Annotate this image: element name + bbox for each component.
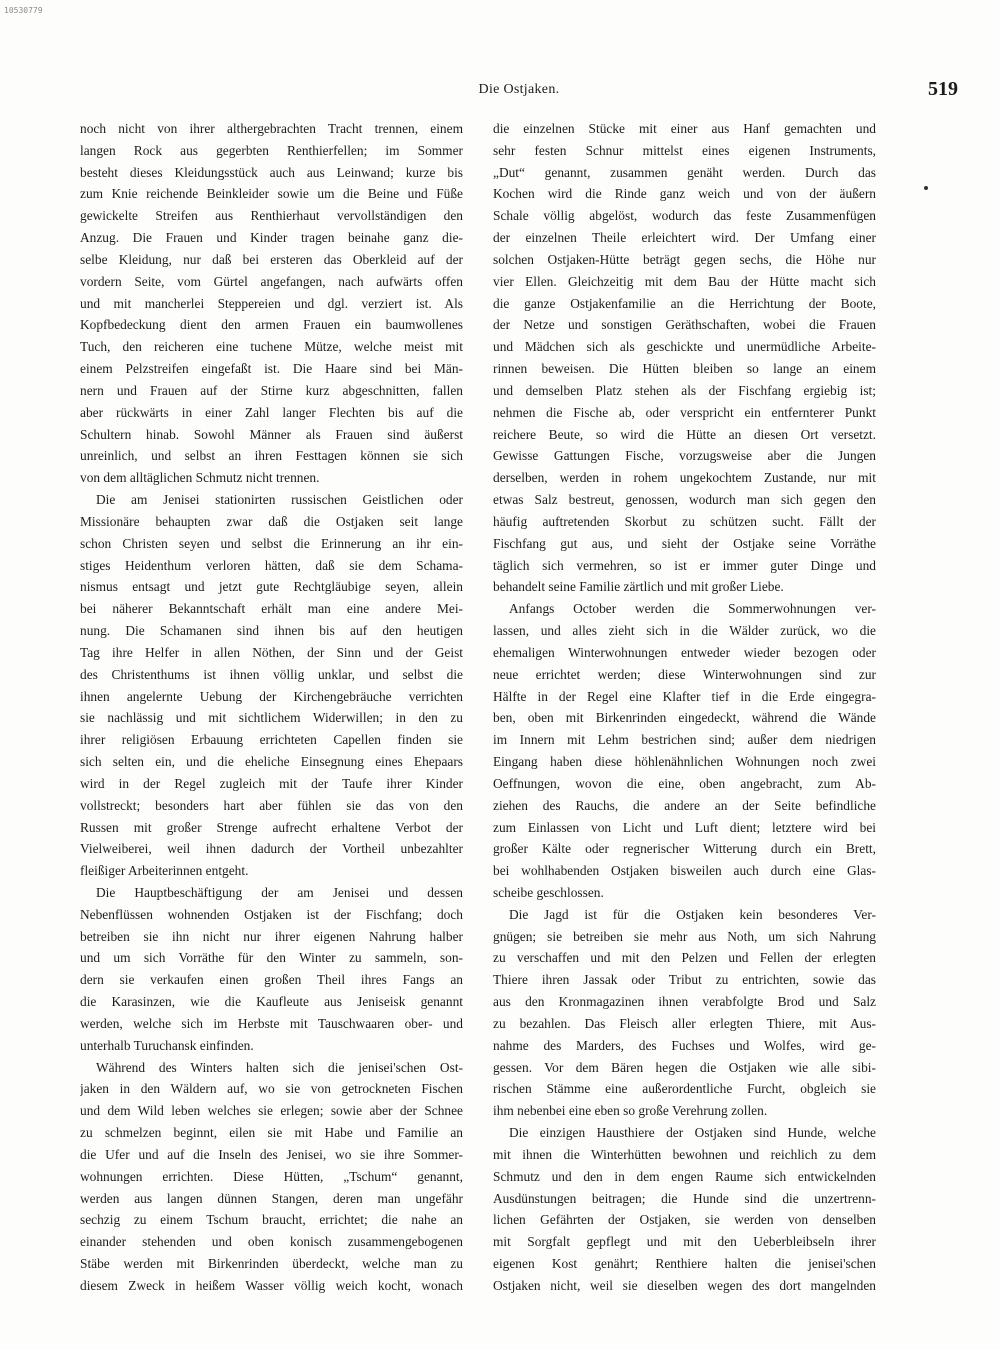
text-line: selbe Kleidung, nur daß bei ersteren das Oberkleid auf der [80,251,463,267]
text-line: bei näherer Bekanntschaft erhält man eine andere Mei- [80,601,463,617]
text-line: Schmutz und den in dem engen Raume sich entwickelnden [493,1168,876,1184]
text-line: vier Ellen. Gleichzeitig mit dem Bau der Hütte macht sich [493,273,876,289]
text-line: nehmen die Fische ab, oder verspricht ein entfernterer Punkt [493,404,876,420]
text-line: wird in der Regel zugleich mit der Taufe ihrer Kinder [80,775,463,791]
text-line: von dem alltäglichen Schmutz nicht trennen. [80,470,320,486]
text-line: scheibe geschlossen. [493,884,604,900]
text-line: vordern Seite, vom Gürtel angefangen, nach aufwärts offen [80,273,463,289]
text-line: mit Sorgfalt gepflegt und mit den Ueberbleibseln ihrer [493,1234,876,1250]
text-line: ziehen des Rauchs, die andere an der Seite befindliche [493,797,876,813]
text-line: Während des Winters halten sich die jenisei'schen Ost- [96,1059,463,1075]
text-line: im Innern mit Lehm bestrichen sind; außer dem niedrigen [493,732,876,748]
text-line: täglich sich vermehren, so ist er immer guter Dinge und [493,557,876,573]
text-line: und demselben Platz stehen als der Fischfang ergiebig ist; [493,382,876,398]
text-line: Stäbe werden mit Birkenrinden überdeckt, welche man zu [80,1256,463,1272]
text-line: Anfangs October werden die Sommerwohnungen ver- [509,601,876,617]
text-line: und Mädchen sich als geschickte und unermüdliche Arbeite- [493,339,876,355]
text-line: Die am Jenisei stationirten russischen Geistlichen oder [96,492,463,508]
text-line: Die Hauptbeschäftigung der am Jenisei und dessen [96,884,463,900]
text-line: aber rückwärts in einer Zahl langer Flechten bis auf die [80,404,463,420]
text-line: gessen. Vor dem Bären hegen die Ostjaken wie alle sibi- [493,1059,876,1075]
text-line: eigenen Kost genährt; Renthiere halten die jenisei'schen [493,1256,876,1272]
text-line: die einzelnen Stücke mit einer aus Hanf gemachten und [493,121,876,136]
text-line: Oeffnungen, wovon die eine, oben angebracht, zum Ab- [493,775,876,791]
text-line: zu schmelzen beginnt, eilen sie mit Habe und Familie an [80,1125,463,1141]
text-line: Eingang haben diese höhlenähnlichen Wohnungen noch zwei [493,754,876,770]
text-line: Kopfbedeckung dient den armen Frauen ein baumwollenes [80,317,463,333]
text-line: und dem Wild leben welches sie erlegen; sowie aber der Schnee [80,1103,463,1119]
text-line: Die Jagd ist für die Ostjaken kein besonderes Ver- [509,906,876,922]
text-line: noch nicht von ihrer althergebrachten Tracht trennen, einem [80,121,463,136]
text-line: lichen Gefährten der Ostjaken, sie werden von denselben [493,1212,876,1228]
text-line: Tag ihre Helfer in allen Nöthen, der Sinn und der Geist [80,644,463,660]
text-line: zum Einlassen von Licht und Luft dient; letztere wird bei [493,819,876,835]
text-line: einander stehenden und oben konisch zusammengebogenen [80,1234,463,1250]
text-line: Russen mit großer Strenge aufrecht erhaltene Verbot der [80,819,463,835]
text-line: des Christenthums ist ihnen völlig unklar, und selbst die [80,666,463,682]
text-line: die Karasinzen, wie die Kaufleute aus Jeniseisk genannt [80,994,463,1010]
text-line: betreiben sie ihn nicht nur ihrer eigenen Nahrung halber [80,928,463,944]
text-line: Nebenflüssen wohnenden Ostjaken ist der Fischfang; doch [80,906,463,922]
text-line: sechzig zu einem Tschum braucht, errichtet; die nahe an [80,1212,463,1228]
text-line: gewickelte Streifen aus Renthierhaut vervollständigen den [80,208,463,224]
text-line: ben, oben mit Birkenrinden eingedeckt, während die Wände [493,710,876,726]
text-line: dern sie verkaufen einen großen Theil ihres Fangs an [80,972,463,988]
text-line: nern und Frauen auf der Stirne kurz abgeschnitten, fallen [80,382,463,398]
page-number: 519 [928,78,958,100]
text-line: Vielweiberei, weil ihnen dadurch der Vortheil unbezahlter [80,841,463,857]
text-line: stiges Heidenthum verloren hätten, daß sie dem Schama- [80,557,463,573]
text-line: diesem Zweck in heißem Wasser völlig weich kocht, wonach [80,1277,463,1293]
right-column [493,118,876,1297]
text-line: nahme des Marders, des Fuchses und Wolfes, wird ge- [493,1037,876,1053]
running-head [80,80,958,100]
text-line: Die einzigen Hausthiere der Ostjaken sind Hunde, welche [509,1125,876,1141]
text-line: Ausdünstungen beitragen; die Hunde sind die unzertrenn- [493,1190,876,1206]
text-line: bei wohlhabenden Ostjaken bisweilen auch durch eine Glas- [493,863,876,879]
left-column [80,118,463,1297]
text-line: mit ihnen die Winterhütten bewohnen und reichlich zu dem [493,1146,876,1162]
text-line: werden, welche sich im Herbste mit Tauschwaaren ober- und [80,1015,463,1031]
text-line: derselben, werden in rohem ungekochtem Zustande, nur mit [493,470,876,486]
text-line: Missionäre behaupten zwar daß die Ostjaken seit lange [80,513,463,529]
text-line: lassen, und alles zieht sich in die Wälder zurück, wo die [493,623,876,639]
text-line: „Dut“ genannt, zusammen genäht werden. Durch das [493,164,876,180]
text-line: behandelt seine Familie zärtlich und mit großer Liebe. [493,579,784,595]
text-line: nismus entsagt und jetzt gute Rechtgläubige seyen, allein [80,579,463,595]
text-line: unterhalb Turuchansk einfinden. [80,1037,254,1053]
text-line: zum Knie reichende Beinkleider sowie um die Beine und Füße [80,186,463,202]
text-line: ehemaligen Winterwohnungen entweder wieder bezogen oder [493,644,876,660]
text-line: Thiere ihren Jassak oder Tribut zu entrichten, sowie das [493,972,876,988]
text-line: nung. Die Schamanen sind ihnen bis auf den heutigen [80,623,463,639]
text-line: vollstreckt; besonders hart aber fühlen sie das von den [80,797,463,813]
running-title: Die Ostjaken. [478,82,560,97]
text-line: ihm nebenbei eine eben so große Verehrung zollen. [493,1103,768,1119]
text-line: zu bezahlen. Das Fleisch aller erlegten Thiere, mit Aus- [493,1015,876,1031]
text-line: Tuch, den reicheren eine tuchene Mütze, welche meist mit [80,339,463,355]
text-line: die ganze Ostjakenfamilie an die Herrichtung der Boote, [493,295,876,311]
text-line: ihrer religiösen Erbauung errichteten Capellen finden sie [80,732,463,748]
text-line: und um sich Vorräthe für den Winter zu sammeln, son- [80,950,463,966]
text-line: zu verschaffen und mit den Pelzen und Fellen der erlegten [493,950,876,966]
text-line: fleißiger Arbeiterinnen entgeht. [80,863,249,879]
text-line: Schultern hinab. Sowohl Männer als Frauen sind äußerst [80,426,463,442]
text-line: großer Kälte oder regnerischer Witterung durch ein Brett, [493,841,876,857]
text-line: die Ufer und auf die Inseln des Jenisei, wo sie ihre Sommer- [80,1146,463,1162]
text-line: sehr festen Schnur mittelst eines eigenen Instruments, [493,142,876,158]
text-line: sich selten ein, und die eheliche Einsegnung eines Ehepaars [80,754,463,770]
text-line: einem Pelzstreifen eingefaßt ist. Die Haare sind bei Män- [80,361,463,377]
text-line: Ostjaken nicht, weil sie dieselben wegen des dort mangelnden [493,1277,876,1293]
text-line: Schale völlig abgelöst, wodurch das feste Zusammenfügen [493,208,876,224]
text-line: Kochen wird die Rinde ganz weich und von der äußern [493,186,876,202]
text-line: schon Christen seyen und selbst die Erinnerung an ihr ein- [80,535,463,551]
text-line: etwas Salz bestreut, genossen, wodurch man sich gegen den [493,492,876,508]
text-line: solchen Ostjaken-Hütte beträgt gegen sechs, die Höhe nur [493,251,876,267]
text-line: rischen Stämme eine außerordentliche Furcht, obgleich sie [493,1081,876,1097]
text-line: Anzug. Die Frauen und Kinder tragen beinahe ganz die- [80,230,463,246]
text-line: rinnen beweisen. Die Hütten bleiben so lange an einem [493,361,876,377]
text-line: Gewisse Gattungen Fische, vorzugsweise aber die Jungen [493,448,876,464]
text-line: besteht dieses Kleidungsstück auch aus Leinwand; kurze bis [80,164,463,180]
text-line: neue errichtet werden; diese Winterwohnungen sind zur [493,666,876,682]
text-line: häufig auftretenden Skorbut zu schützen sucht. Fällt der [493,513,876,529]
text-line: und mit mancherlei Steppereien und dgl. verziert ist. Als [80,295,463,311]
scan-id: 10530779 [4,6,43,15]
text-line: Fischfang gut aus, und sieht der Ostjake seine Vorräthe [493,535,876,551]
text-line: reichere Beute, so wird die Hütte an diesen Ort versetzt. [493,426,876,442]
text-line: der Netze und sonstigen Geräthschaften, wobei die Frauen [493,317,876,333]
text-line: aus den Kronmagazinen ihnen verabfolgte Brod und Salz [493,994,876,1010]
text-line: sie nachlässig und mit sichtlichem Widerwillen; in den zu [80,710,463,726]
text-line: Hälfte in der Regel eine Klafter tief in die Erde eingegra- [493,688,876,704]
text-line: langen Rock aus gegerbten Renthierfellen; im Sommer [80,142,463,158]
text-line: werden aus langen dünnen Stangen, deren man ungefähr [80,1190,463,1206]
text-line: unreinlich, und selbst an ihren Festtagen können sie sich [80,448,463,464]
text-line: gnügen; sie betreiben sie mehr aus Noth, um sich Nahrung [493,928,876,944]
text-line: ihnen angelernte Uebung der Kirchengebräuche verrichten [80,688,463,704]
text-line: jaken in den Wäldern auf, wo sie von getrockneten Fischen [80,1081,463,1097]
text-line: wohnungen errichten. Diese Hütten, „Tschum“ genannt, [80,1168,463,1184]
margin-dot [924,186,928,190]
text-line: der einzelnen Theile erleichtert wird. Der Umfang einer [493,230,876,246]
